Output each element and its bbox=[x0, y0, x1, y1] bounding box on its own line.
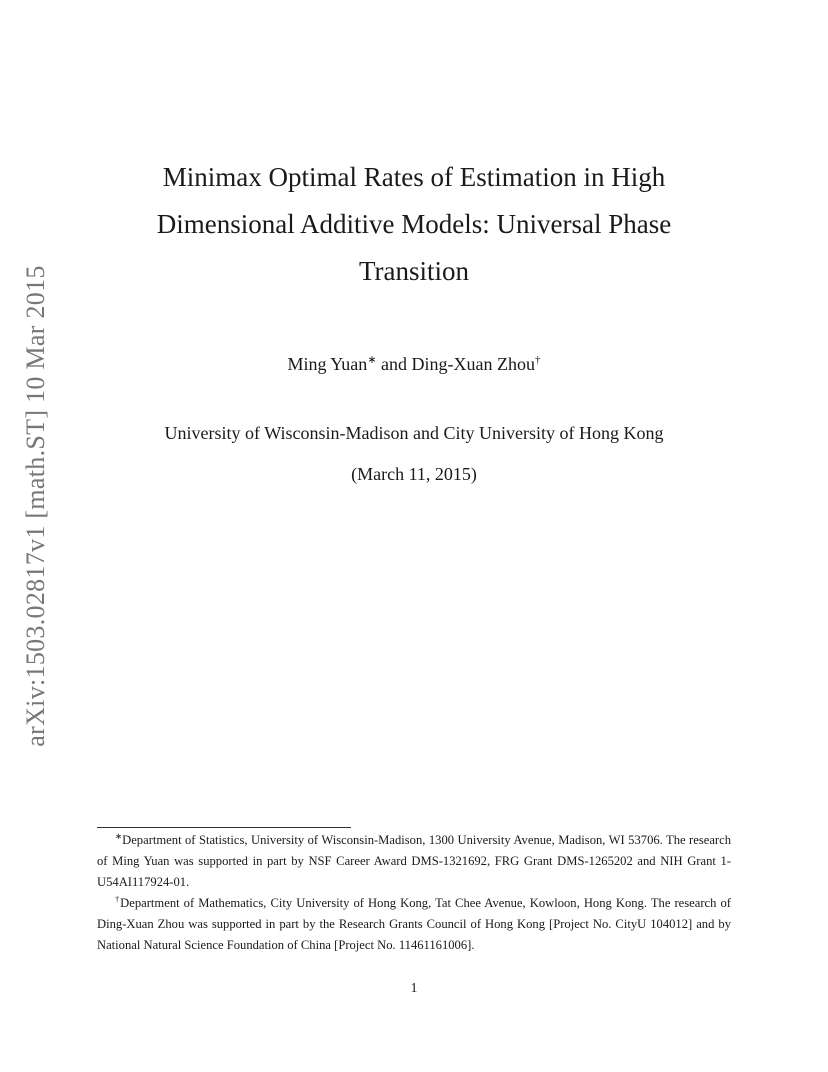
author-name-1: Ming Yuan bbox=[287, 354, 368, 374]
footnote-2-text: Department of Mathematics, City University of Hong Kong, Tat Chee Avenue, Kowloon, Hong Kong. The research of Ding-Xuan Zhou was supported in part by the Research Grants Council of Hong Kong [Project No. CityU 104012] and by National Natural Science Foundation of China [Project No. 11461161006]. bbox=[97, 896, 731, 952]
footnote-1-mark: ∗ bbox=[115, 830, 123, 841]
paper-title bbox=[100, 154, 728, 295]
title-line-1: Minimax Optimal Rates of Estimation in High bbox=[162, 162, 666, 192]
author-connector: and bbox=[376, 354, 412, 374]
author-name-2: Ding-Xuan Zhou bbox=[411, 354, 536, 374]
page-number: 1 bbox=[410, 981, 418, 996]
footnote-divider bbox=[97, 827, 351, 828]
footnote-1-text: Department of Statistics, University of Wisconsin-Madison, 1300 University Avenue, Madison, WI 53706. The research of Ming Yuan was supported in part by NSF Career Award DMS-1321692, FRG Grant DMS-1265202 and NIH Grant 1-U54AI117924-01. bbox=[97, 833, 731, 889]
footnotes bbox=[97, 830, 731, 956]
title-line-3: Transition bbox=[358, 256, 470, 286]
footnote-2-mark: † bbox=[115, 893, 121, 904]
arxiv-stamp: arXiv:1503.02817v1 [math.ST] 10 Mar 2015 bbox=[21, 265, 50, 747]
title-line-2: Dimensional Additive Models: Universal Phase bbox=[156, 209, 672, 239]
author-line bbox=[100, 352, 728, 376]
footnote-1 bbox=[97, 830, 731, 893]
affiliation: University of Wisconsin-Madison and City University of Hong Kong bbox=[164, 423, 664, 443]
paper-date: (March 11, 2015) bbox=[351, 464, 477, 484]
footnote-2 bbox=[97, 893, 731, 956]
author-2-footnote-mark: † bbox=[535, 354, 541, 366]
author-1-footnote-mark: ∗ bbox=[367, 354, 377, 366]
